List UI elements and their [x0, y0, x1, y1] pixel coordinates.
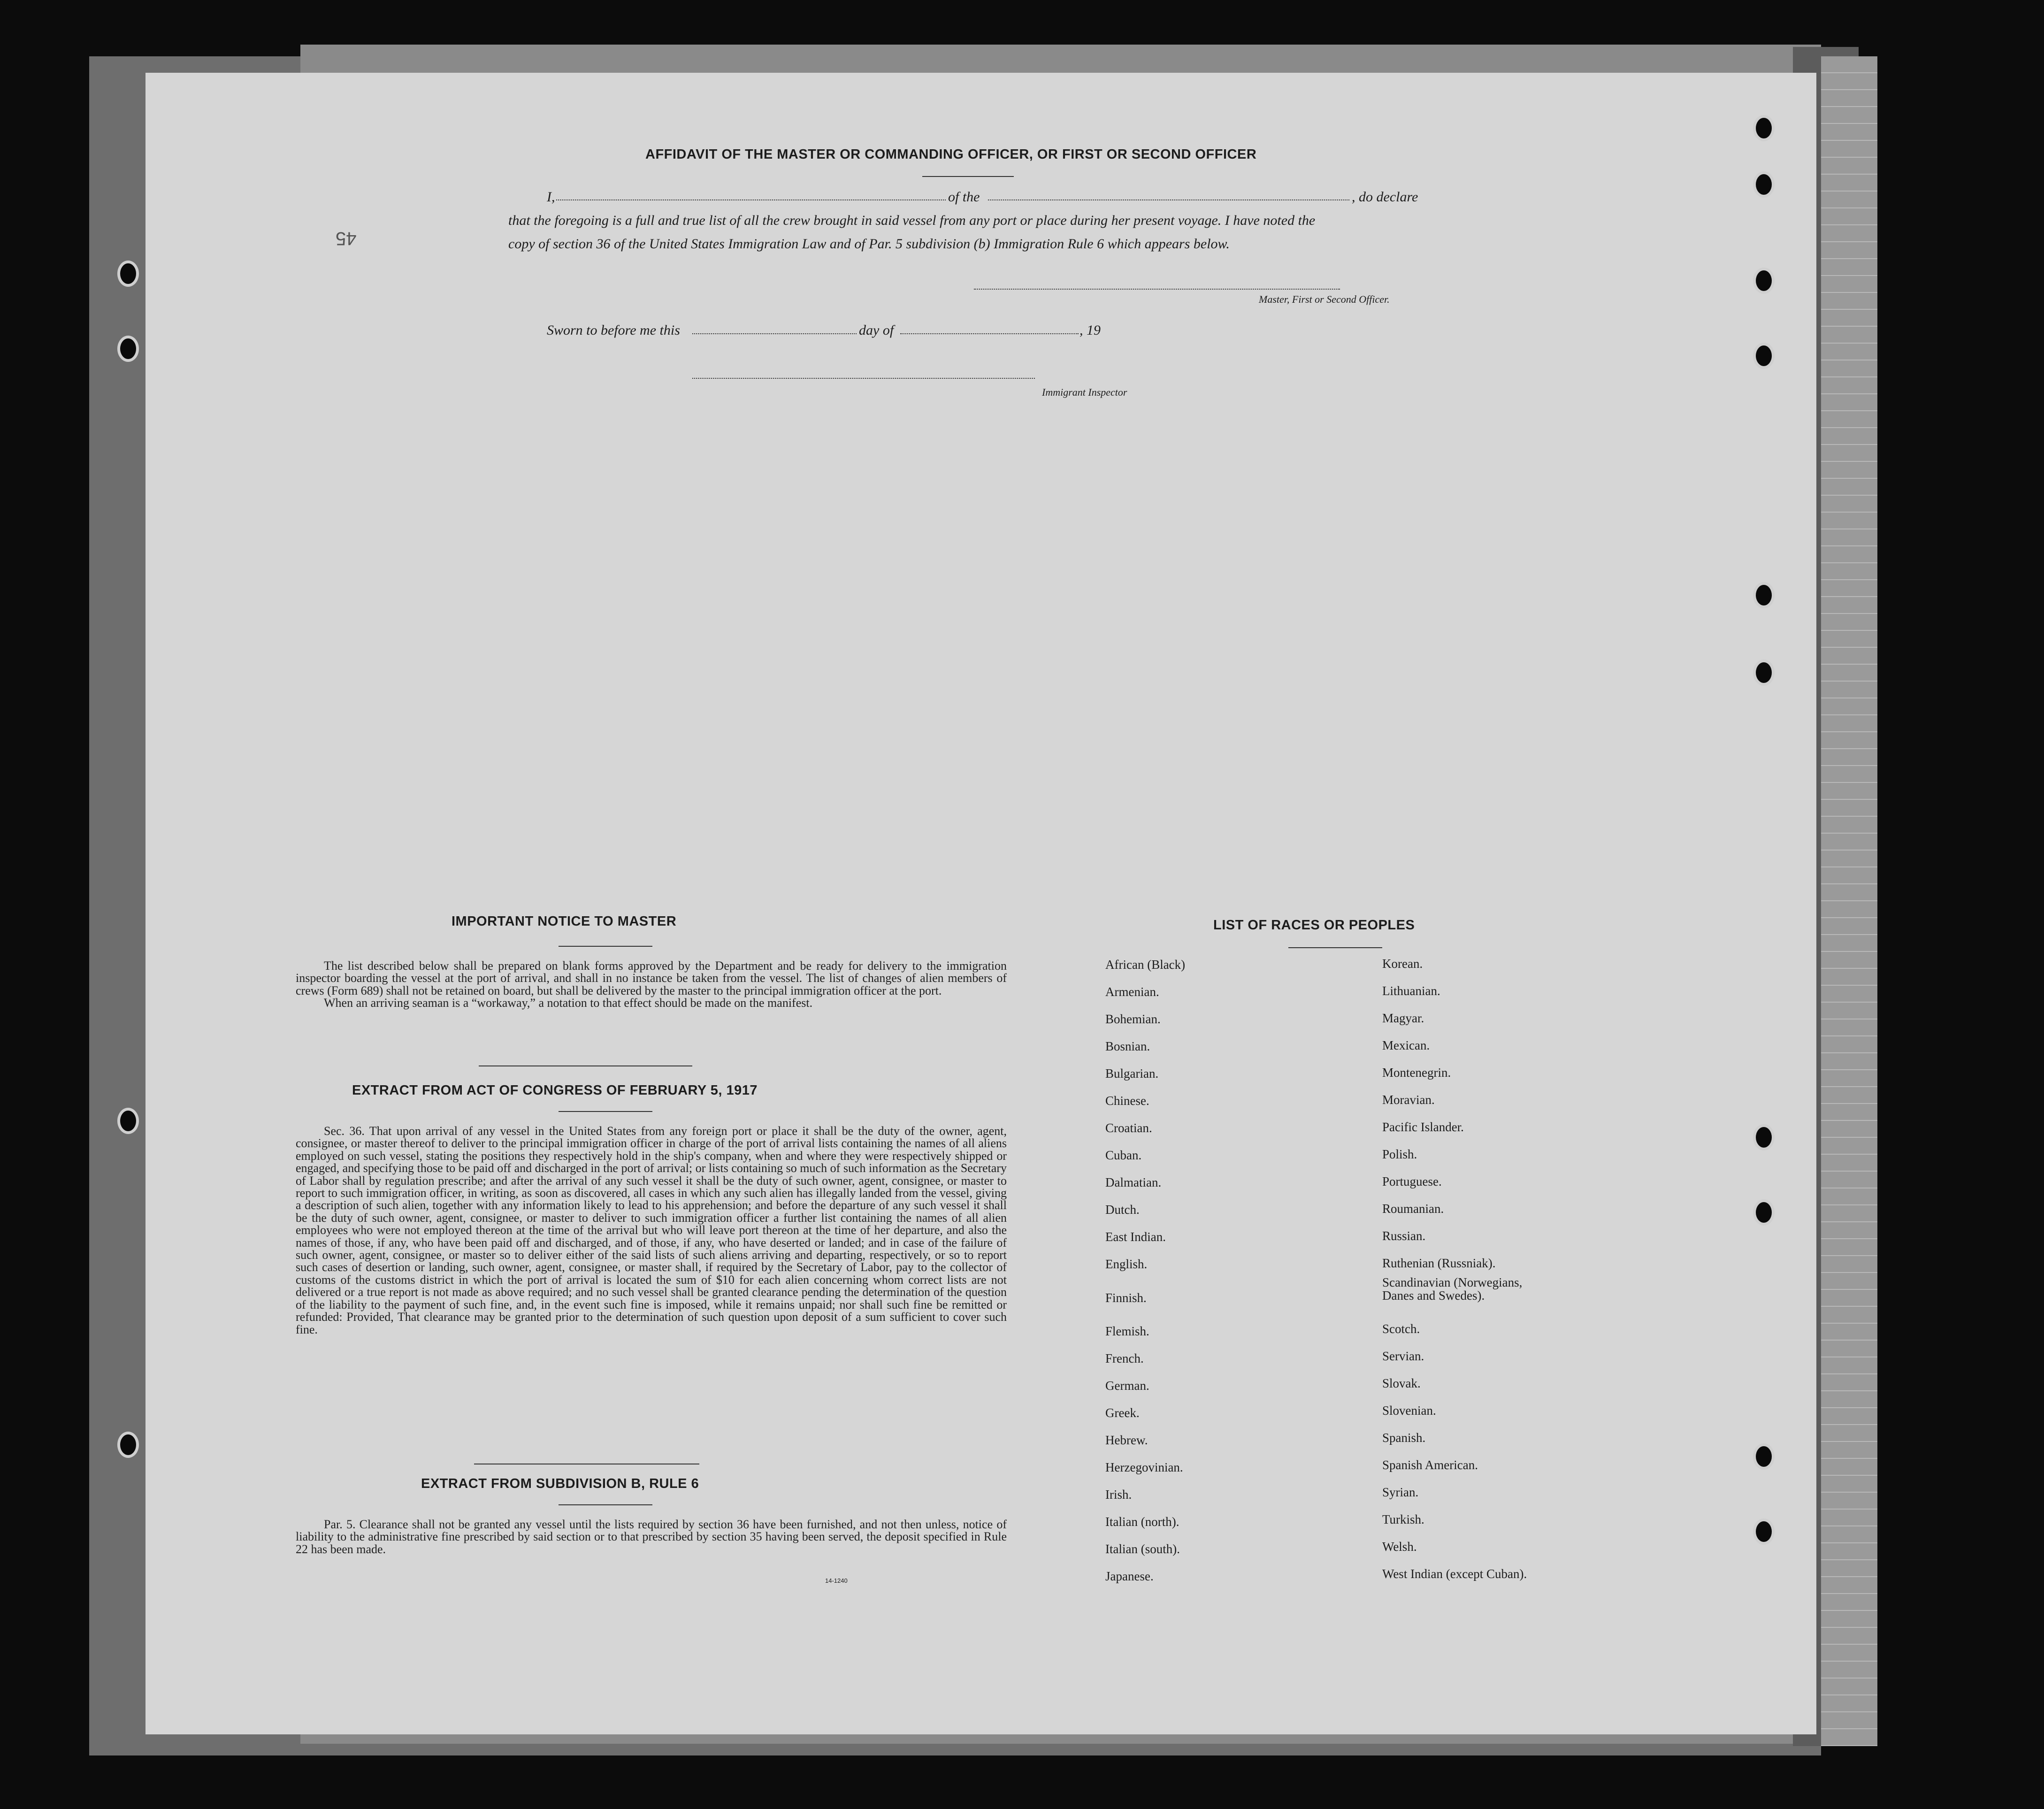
sworn-day-field — [692, 333, 857, 334]
affidavit-do-declare: , do declare — [1352, 189, 1418, 205]
race-left-4: Bosnian. — [1105, 1039, 1150, 1053]
race-right-10: Roumanian. — [1382, 1202, 1444, 1216]
binder-hole — [1753, 1518, 1775, 1545]
race-right-7: Pacific Islander. — [1382, 1120, 1464, 1134]
act-title: EXTRACT FROM ACT OF CONGRESS OF FEBRUARY 5, 1917 — [352, 1083, 758, 1098]
race-left-14: Flemish. — [1105, 1324, 1149, 1338]
binder-hole — [1753, 582, 1775, 608]
race-left-5: Bulgarian. — [1105, 1066, 1159, 1081]
race-left-18: Hebrew. — [1105, 1433, 1148, 1447]
act-text — [296, 1125, 1007, 1336]
binder-hole — [1753, 268, 1775, 294]
notice-paragraph-2: When an arriving seaman is a “workaway,” a notation to that effect should be made on the manifest. — [324, 996, 813, 1010]
divider — [479, 1065, 692, 1066]
year-label: , 19 — [1079, 322, 1101, 338]
race-right-12: Ruthenian (Russniak). — [1382, 1256, 1496, 1270]
divider — [922, 176, 1014, 177]
race-left-20: Irish. — [1105, 1487, 1132, 1502]
binder-hole — [1753, 343, 1775, 369]
race-left-12: English. — [1105, 1257, 1148, 1271]
month-field — [900, 333, 1079, 334]
notice-title: IMPORTANT NOTICE TO MASTER — [452, 914, 677, 929]
notice-text — [296, 960, 1007, 1010]
race-right-23: West Indian (except Cuban). — [1382, 1567, 1527, 1581]
affidavit-line-3: copy of section 36 of the United States Immigration Law and of Par. 5 subdivision (b) Immigration Rule 6 which appears below. — [508, 236, 1230, 252]
affidavit-title: AFFIDAVIT OF THE MASTER OR COMMANDING OFFICER, OR FIRST OR SECOND OFFICER — [645, 147, 1257, 162]
sworn-label: Sworn to before me this — [547, 322, 680, 338]
race-left-2: Armenian. — [1105, 985, 1159, 999]
affidavit-line-2: that the foregoing is a full and true list of all the crew brought in said vessel from any port or place during her present voyage. I have noted the — [508, 213, 1316, 228]
day-of-label: day of — [859, 322, 894, 338]
race-left-21: Italian (north). — [1105, 1515, 1179, 1529]
divider — [559, 1111, 652, 1112]
race-right-14: Scotch. — [1382, 1322, 1420, 1336]
race-right-9: Portuguese. — [1382, 1174, 1442, 1188]
binder-hole — [117, 261, 139, 287]
divider — [559, 1504, 652, 1505]
affidavit-i-label: I, — [547, 189, 555, 205]
signature-label: Master, First or Second Officer. — [1259, 293, 1390, 305]
race-right-3: Magyar. — [1382, 1011, 1424, 1025]
race-left-7: Croatian. — [1105, 1121, 1152, 1135]
name-field — [556, 199, 946, 200]
binder-hole — [1753, 1443, 1775, 1470]
race-right-2: Lithuanian. — [1382, 984, 1440, 998]
race-right-22: Welsh. — [1382, 1540, 1417, 1554]
race-right-21: Turkish. — [1382, 1512, 1424, 1526]
ruled-page-edge — [1821, 56, 1877, 1746]
inspector-signature-line — [692, 378, 1035, 379]
race-right-16: Slovak. — [1382, 1376, 1421, 1390]
race-left-22: Italian (south). — [1105, 1542, 1180, 1556]
race-left-11: East Indian. — [1105, 1230, 1166, 1244]
divider — [1288, 947, 1382, 948]
race-right-11: Russian. — [1382, 1229, 1426, 1243]
race-left-3: Bohemian. — [1105, 1012, 1161, 1026]
race-left-13: Finnish. — [1105, 1291, 1147, 1305]
binder-hole — [1753, 1199, 1775, 1226]
race-right-8: Polish. — [1382, 1147, 1417, 1161]
race-left-17: Greek. — [1105, 1406, 1140, 1420]
races-title: LIST OF RACES OR PEOPLES — [1213, 918, 1415, 933]
inspector-label: Immigrant Inspector — [1042, 386, 1127, 398]
binder-hole — [1753, 115, 1775, 141]
race-right-6: Moravian. — [1382, 1093, 1435, 1107]
binder-hole — [1753, 171, 1775, 198]
rule-text — [296, 1518, 1007, 1556]
form-code: 14-1240 — [825, 1577, 848, 1584]
race-right-5: Montenegrin. — [1382, 1065, 1451, 1080]
divider — [559, 946, 652, 947]
rule-title: EXTRACT FROM SUBDIVISION B, RULE 6 — [421, 1476, 699, 1491]
race-left-9: Dalmatian. — [1105, 1175, 1162, 1189]
race-left-6: Chinese. — [1105, 1094, 1149, 1108]
document-page — [145, 73, 1816, 1734]
race-right-15: Servian. — [1382, 1349, 1424, 1363]
signature-line — [974, 289, 1340, 290]
margin-mark: 45 — [336, 228, 357, 249]
race-left-1: African (Black) — [1105, 958, 1186, 972]
race-right-1: Korean. — [1382, 957, 1423, 971]
race-right-13: Scandinavian (Norwegians, Danes and Swedes). — [1382, 1275, 1523, 1303]
binder-hole — [117, 1108, 139, 1134]
race-left-19: Herzegovinian. — [1105, 1460, 1183, 1474]
race-left-8: Cuban. — [1105, 1148, 1142, 1162]
notice-paragraph-1: The list described below shall be prepared on blank forms approved by the Department and be ready for delivery to the immigration inspector boarding the vessel at the port of arrival, and shall in no instance be taken from the vessel. The list of changes of alien members of crews (Form 689) shall not be retained on board, but shall be delivered by the master to the principal immigration officer at the port. — [296, 959, 1007, 997]
race-right-19: Spanish American. — [1382, 1458, 1478, 1472]
race-left-23: Japanese. — [1105, 1569, 1154, 1583]
affidavit-of-the: of the — [948, 189, 980, 205]
binder-hole — [117, 336, 139, 362]
vessel-field — [988, 199, 1349, 200]
act-section-36: Sec. 36. That upon arrival of any vessel in the United States from any foreign port or place it shall be the duty of the owner, agent, consignee, or master thereof to deliver to the principal immigration officer in charge of the port of arrival lists containing the names of all aliens employed on such vessel, stating the positions they respectively hold in the ship's company, when and where they were respectively shipped or engaged, and specifying those to be paid off and discharged in the port of arrival; or lists containing so much of such information as the Secretary of Labor shall by regulation prescribe; and after the arrival of any such vessel it shall be the duty of such owner, agent, consignee, or master to report to such immigration officer, in writing, as soon as discovered, all cases in which any such alien has illegally landed from the vessel, giving a description of such alien, together with any information likely to lead to his apprehension; and before the departure of any such vessel it shall be the duty of such owner, agent, consignee, or master to deliver to such immigration officer a further list containing the names of all alien employees who were not employed thereon at the time of the arrival but who will leave port thereon at the time of her departure, and also the names of those, if any, who have been paid off and discharged, and of those, if any, who have deserted or landed; and in case of the failure of such owner, agent, consignee, or master so to deliver either of the said lists of such aliens arriving and departing, respectively, or so to report such cases of desertion or landing, such owner, agent, consignee, or master shall, if required by the Secretary of Labor, pay to the collector of customs of the customs district in which the port of arrival is located the sum of $10 for each alien concerning whom correct lists are not delivered or a true report is not made as above required; and no such vessel shall be granted clearance pending the determination of the question of the liability to the payment of such fine, and, in the event such fine is imposed, while it remains unpaid; nor shall such fine be remitted or refunded: Provided, That clearance may be granted prior to the determination of such question upon deposit of a sum sufficient to cover such fine. — [296, 1124, 1007, 1336]
binder-hole — [1753, 1124, 1775, 1150]
race-right-17: Slovenian. — [1382, 1403, 1436, 1418]
binder-hole — [117, 1432, 139, 1458]
race-right-4: Mexican. — [1382, 1038, 1430, 1052]
race-right-18: Spanish. — [1382, 1431, 1426, 1445]
rule-paragraph-5: Par. 5. Clearance shall not be granted any vessel until the lists required by section 36 have been furnished, and not then unless, notice of liability to the administrative fine prescribed by said section or to that prescribed by section 35 having been served, the deposit specified in Rule 22 has been made. — [296, 1518, 1007, 1556]
race-left-10: Dutch. — [1105, 1203, 1140, 1217]
race-left-16: German. — [1105, 1379, 1149, 1393]
race-right-20: Syrian. — [1382, 1485, 1419, 1499]
binder-hole — [1753, 659, 1775, 686]
race-left-15: French. — [1105, 1351, 1144, 1365]
